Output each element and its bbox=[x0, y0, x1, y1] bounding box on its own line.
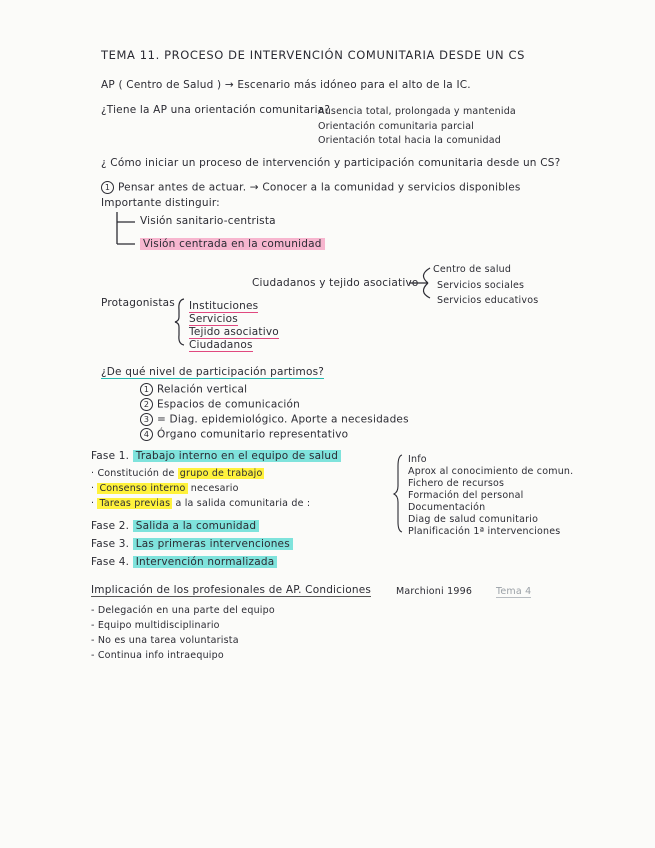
protagonist-text: Servicios bbox=[189, 313, 238, 325]
vision-community-text: Visión centrada en la comunidad bbox=[140, 238, 325, 250]
step-1-text: Pensar antes de actuar. → Conocer a la comunidad y servicios disponibles bbox=[118, 181, 521, 194]
fase-label: Fase 3. bbox=[91, 538, 130, 550]
start-question: ¿ Cómo iniciar un proceso de intervención y participación comunitaria desde un CS? bbox=[101, 157, 561, 169]
vision-sanitary: Visión sanitario-centrista bbox=[140, 215, 276, 227]
tema-ref-text: Tema 4 bbox=[496, 586, 532, 597]
info-item: Documentación bbox=[408, 502, 486, 513]
fase-label: Fase 1. bbox=[91, 450, 130, 462]
level-text: = Diag. epidemiológico. Aporte a necesidades bbox=[157, 413, 409, 426]
item-highlight: grupo de trabajo bbox=[179, 468, 263, 479]
step-1 bbox=[101, 181, 521, 195]
citizens-item: Centro de salud bbox=[433, 264, 512, 275]
step-number: 1 bbox=[101, 181, 114, 194]
protagonist-item bbox=[189, 339, 253, 352]
condition-item: - Delegación en una parte del equipo bbox=[91, 605, 275, 616]
item-highlight: Tareas previas bbox=[99, 498, 171, 509]
fase-1-item bbox=[91, 482, 239, 495]
ap-line: AP ( Centro de Salud ) → Escenario más idóneo para el alto de la IC. bbox=[101, 79, 471, 91]
level-text: Órgano comunitario representativo bbox=[157, 428, 349, 441]
citizens-item: Servicios educativos bbox=[437, 295, 539, 306]
page-title: TEMA 11. PROCESO DE INTERVENCIÓN COMUNITARIA DESDE UN CS bbox=[101, 48, 525, 62]
condition-item: - No es una tarea voluntarista bbox=[91, 635, 239, 646]
protagonist-text: Ciudadanos bbox=[189, 339, 253, 351]
info-item: Formación del personal bbox=[408, 490, 524, 501]
fase-1-title: Trabajo interno en el equipo de salud bbox=[133, 450, 341, 462]
fase-2 bbox=[91, 520, 259, 533]
level-text: Espacios de comunicación bbox=[157, 398, 301, 411]
fase-text: Intervención normalizada bbox=[133, 556, 278, 568]
fase-4 bbox=[91, 556, 277, 569]
protagonists-label: Protagonistas bbox=[101, 297, 175, 309]
distinguish-label: Importante distinguir: bbox=[101, 197, 220, 209]
info-item: Diag de salud comunitario bbox=[408, 514, 539, 525]
level-question bbox=[101, 366, 324, 379]
fase-1-item bbox=[91, 467, 264, 480]
fase-text: Las primeras intervenciones bbox=[133, 538, 293, 550]
citizens-item: Servicios sociales bbox=[437, 280, 525, 291]
citizens-label: Ciudadanos y tejido asociativo bbox=[252, 277, 419, 289]
protagonist-item bbox=[189, 313, 238, 326]
level-number: 3 bbox=[140, 413, 153, 426]
implications-text: Implicación de los profesionales de AP. Condiciones bbox=[91, 584, 372, 596]
vision-community bbox=[140, 238, 325, 251]
level-number: 4 bbox=[140, 428, 153, 441]
protagonist-text: Tejido asociativo bbox=[189, 326, 279, 338]
item-highlight: Consenso interno bbox=[99, 483, 186, 494]
fase-text: Salida a la comunidad bbox=[133, 520, 259, 532]
protagonist-item bbox=[189, 326, 279, 339]
condition-item: - Continua info intraequipo bbox=[91, 650, 224, 661]
fase-label: Fase 2. bbox=[91, 520, 130, 532]
protagonist-text: Instituciones bbox=[189, 300, 259, 312]
item-prefix: · bbox=[91, 498, 98, 509]
implications-heading bbox=[91, 584, 371, 597]
condition-item: - Equipo multidisciplinario bbox=[91, 620, 220, 631]
level-question-text: ¿De qué nivel de participación partimos? bbox=[101, 366, 325, 378]
protagonist-item bbox=[189, 300, 258, 313]
author-ref: Marchioni 1996 bbox=[396, 586, 473, 597]
item-suffix: necesario bbox=[187, 483, 239, 494]
info-item: Aprox al conocimiento de comun. bbox=[408, 466, 574, 477]
level-item bbox=[140, 383, 247, 397]
info-item: Planificación 1ª intervenciones bbox=[408, 526, 561, 537]
level-text: Relación vertical bbox=[157, 383, 248, 396]
orientation-question: ¿Tiene la AP una orientación comunitaria? bbox=[101, 104, 331, 116]
level-number: 2 bbox=[140, 398, 153, 411]
fase-1 bbox=[91, 450, 341, 463]
level-number: 1 bbox=[140, 383, 153, 396]
item-suffix: a la salida comunitaria de : bbox=[172, 498, 311, 509]
info-item: Fichero de recursos bbox=[408, 478, 505, 489]
item-prefix: · bbox=[91, 483, 98, 494]
orientation-option: Orientación comunitaria parcial bbox=[318, 121, 475, 132]
level-item bbox=[140, 398, 300, 412]
fase-1-item bbox=[91, 497, 310, 510]
tema-ref bbox=[496, 585, 531, 598]
info-item: Info bbox=[408, 454, 427, 465]
orientation-option: Ausencia total, prolongada y mantenida bbox=[318, 106, 516, 117]
level-item bbox=[140, 413, 409, 427]
fase-3 bbox=[91, 538, 293, 551]
fase-label: Fase 4. bbox=[91, 556, 130, 568]
level-item bbox=[140, 428, 348, 442]
item-prefix: · Constitución de bbox=[91, 468, 175, 479]
orientation-option: Orientación total hacia la comunidad bbox=[318, 135, 501, 146]
